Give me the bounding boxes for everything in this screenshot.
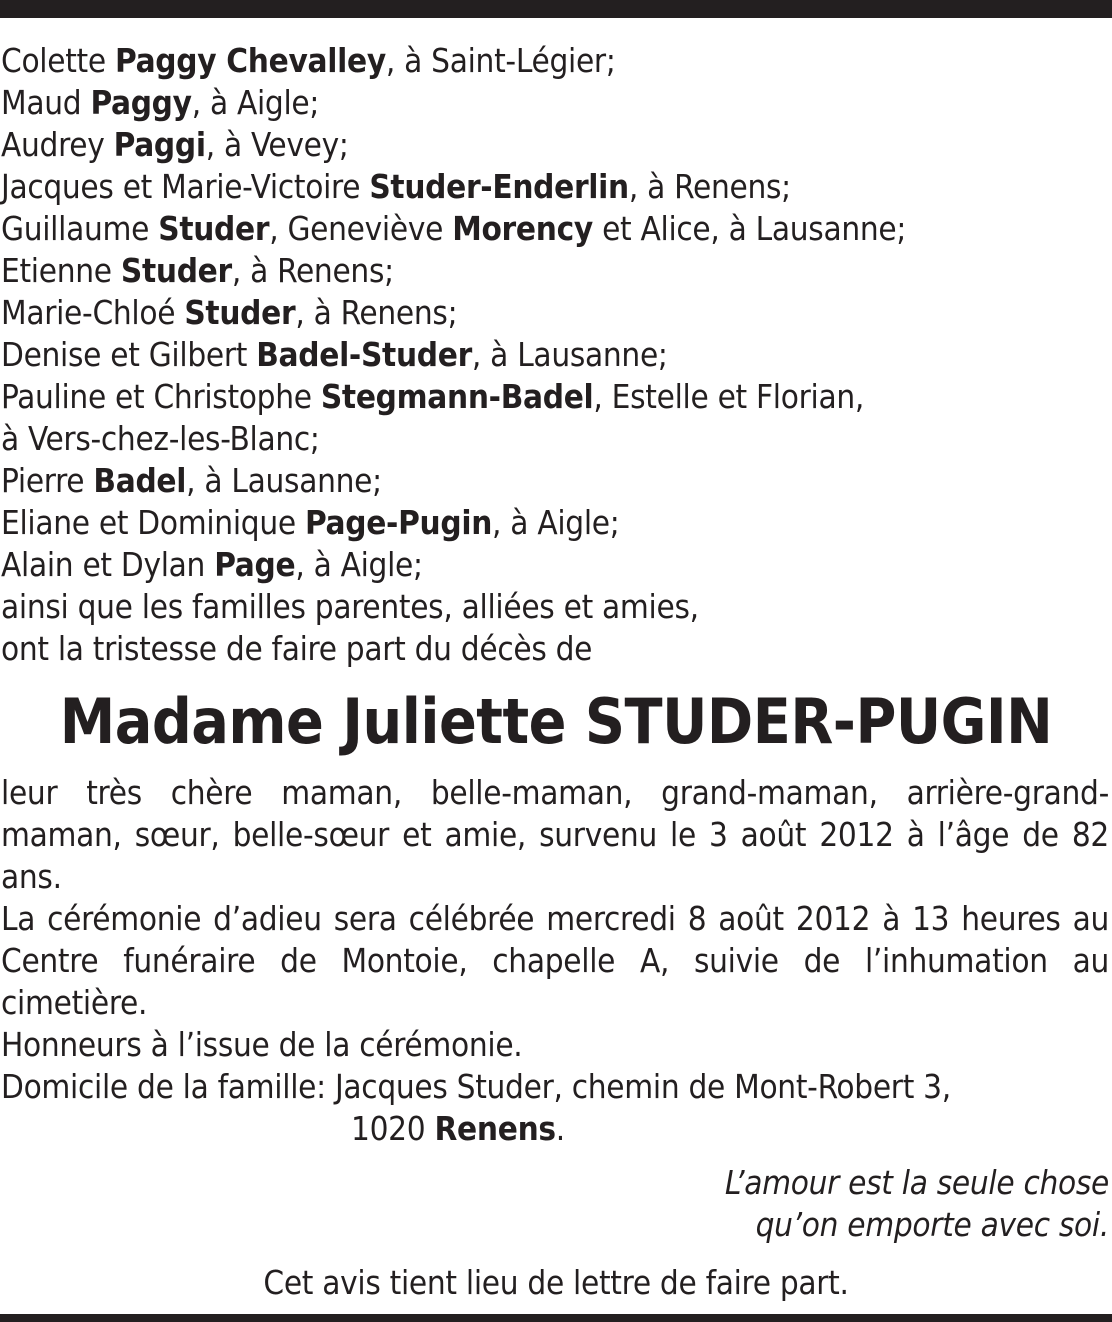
family-line: Audrey Paggi, à Vevey; (1, 125, 349, 164)
family-line: Etienne Studer, à Renens; (1, 251, 394, 290)
quote-line: qu’on emporte avec soi. (755, 1205, 1109, 1244)
family-line: Pauline et Christophe Stegmann-Badel, Estelle et Florian, (1, 377, 864, 416)
surname: Page (214, 545, 296, 584)
family-line: Jacques et Marie-Victoire Studer-Enderlin, à Renens; (1, 167, 791, 206)
postcode: 1020 (351, 1109, 426, 1148)
family-line: Denise et Gilbert Badel-Studer, à Lausanne; (1, 335, 668, 374)
quote-line: L’amour est la seule chose (724, 1163, 1109, 1202)
family-line: Alain et Dylan Page, à Aigle; (1, 545, 423, 584)
surname: Page-Pugin (304, 503, 493, 542)
surname: Studer (158, 209, 270, 248)
surname: Studer (184, 293, 296, 332)
surname: Paggy Chevalley (115, 41, 386, 80)
family-line: Eliane et Dominique Page-Pugin, à Aigle; (1, 503, 620, 542)
family-line: Pierre Badel, à Lausanne; (1, 461, 382, 500)
address-city-line: 1020 Renens. (351, 1109, 565, 1148)
family-line: ainsi que les familles parentes, alliées et amies, (1, 587, 699, 626)
family-line: ont la tristesse de faire part du décès de (1, 629, 593, 668)
quote (725, 1162, 1109, 1246)
surname: Paggi (113, 125, 206, 164)
relation-paragraph: leur très chère maman, belle-maman, grand-maman, arrière-grand-maman, sœur, belle-sœur et amie, survenu le 3 août 2012 à l’âge de 82 ans. (1, 773, 1109, 896)
ceremony-paragraph: La cérémonie d’adieu sera célébrée mercredi 8 août 2012 à 13 heures au Centre funéraire de Montoie, chapelle A, suivie de l’inhumation au cimetière. (1, 899, 1109, 1022)
honours-line: Honneurs à l’issue de la cérémonie. (1, 1025, 523, 1064)
deceased-name: Madame Juliette STUDER-PUGIN (59, 685, 1053, 758)
family-line: à Vers-chez-les-Blanc; (1, 419, 320, 458)
surname: Morency (452, 209, 593, 248)
surname: Studer-Enderlin (369, 167, 629, 206)
family-line: Guillaume Studer, Geneviève Morency et Alice, à Lausanne; (1, 209, 907, 248)
surname: Badel-Studer (256, 335, 472, 374)
family-line: Maud Paggy, à Aigle; (1, 83, 320, 122)
surname: Paggy (90, 83, 192, 122)
family-list (1, 40, 1109, 670)
family-line: Marie-Chloé Studer, à Renens; (1, 293, 458, 332)
footer-note: Cet avis tient lieu de lettre de faire part. (263, 1263, 849, 1302)
city: Renens (434, 1109, 556, 1148)
surname: Stegmann-Badel (320, 377, 594, 416)
surname: Badel (93, 461, 187, 500)
address-line: Domicile de la famille: Jacques Studer, chemin de Mont-Robert 3, (1, 1067, 951, 1106)
top-rule (0, 0, 1112, 18)
family-line: Colette Paggy Chevalley, à Saint-Légier; (1, 41, 616, 80)
surname: Studer (120, 251, 232, 290)
bottom-rule (0, 1314, 1112, 1322)
notice-body (1, 772, 1109, 1108)
